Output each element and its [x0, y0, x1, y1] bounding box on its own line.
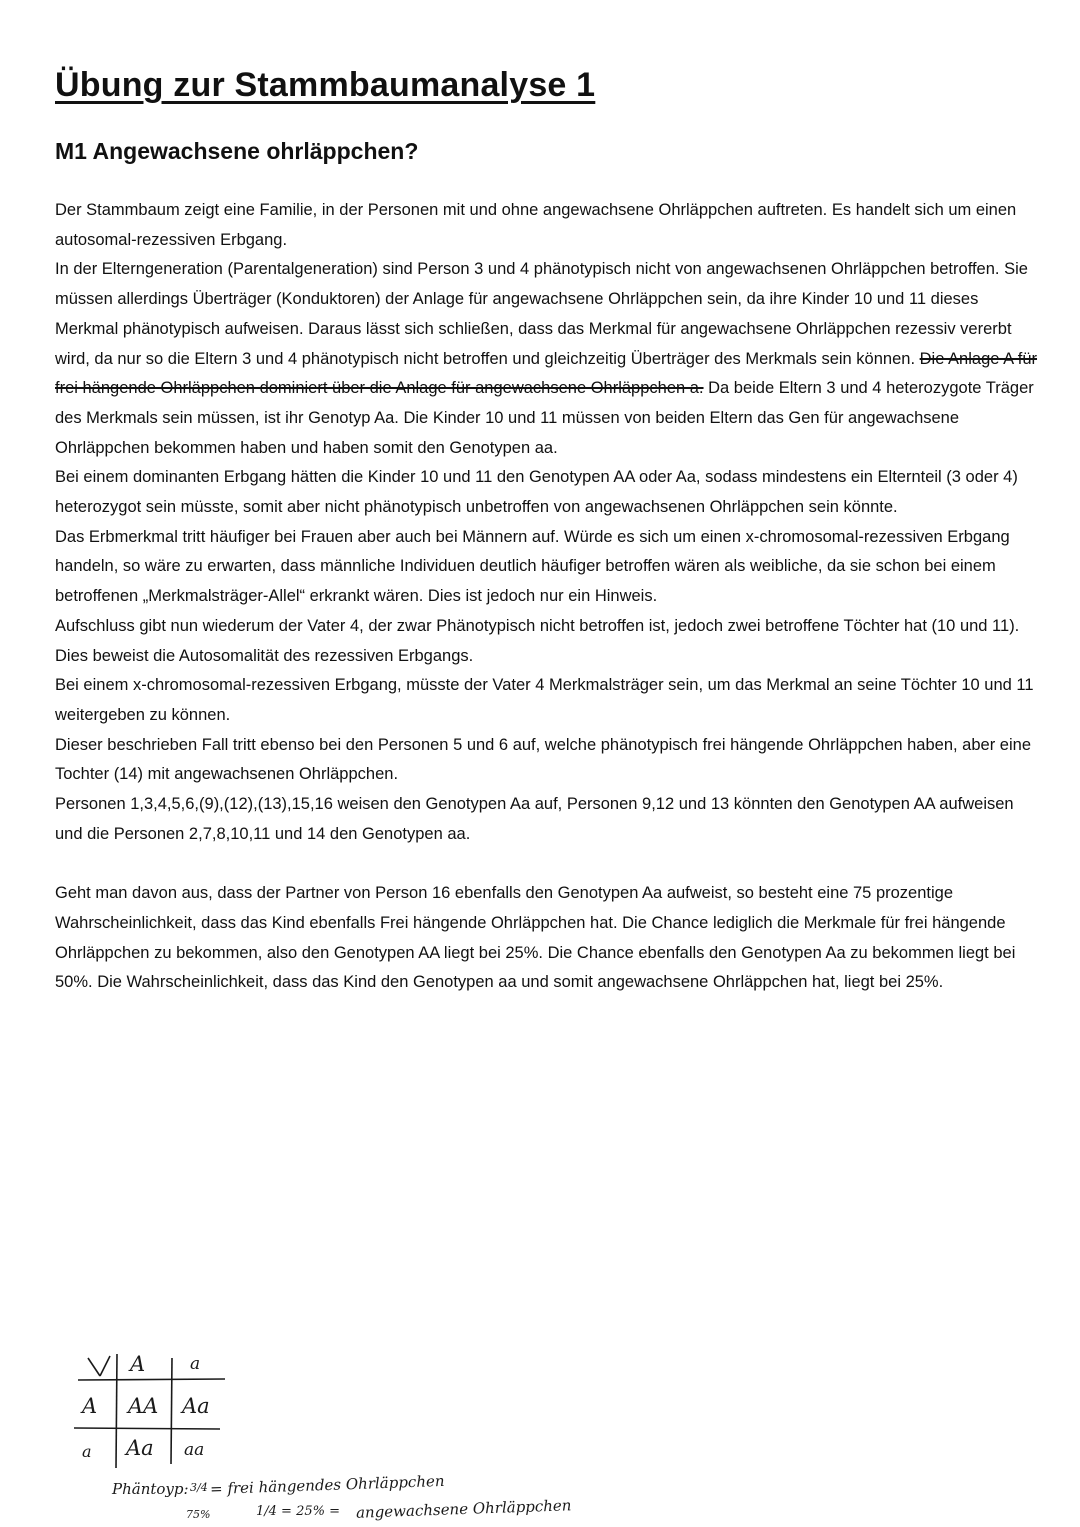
page-title: Übung zur Stammbaumanalyse 1 [55, 66, 596, 104]
phenotype-recessive-text: angewachsene Ohrläppchen [355, 1496, 572, 1522]
phenotype-label: Phäntoyp: [112, 1480, 189, 1498]
section-title: M1 Angewachsene ohrläppchen? [55, 138, 419, 164]
phenotype-fraction-dominant: 3/4 [190, 1481, 208, 1494]
punnett-cell: Aa [182, 1394, 210, 1418]
paragraph-parental-part2: Da beide Eltern 3 und 4 heterozygote Träger des Merkmals sein müssen, ist ihr Genotyp Aa. Die Kinder 10 und 11 müssen von beiden Eltern das Gen für angewachsene Ohrläppchen bekommen haben und haben somit den Genotypen aa. [55, 379, 1034, 457]
punnett-cell: AA [128, 1394, 159, 1418]
paragraph-dominant: Bei einem dominanten Erbgang hätten die Kinder 10 und 11 den Genotypen AA oder Aa, sodass mindestens ein Elternteil (3 oder 4) heterozygot sein müsste, somit aber nicht phänotypisch unbetroffen von angewachsenen Ohrläppchen sein könnte. [55, 468, 1018, 517]
paragraph-sex-ratio: Das Erbmerkmal tritt häufiger bei Frauen aber auch bei Männern auf. Würde es sich um einen x-chromosomal-rezessiven Erbgang handeln, so wäre zu erwarten, dass männliche Individuen deutlich häufiger betroffen wären als weibliche, da sie schon bei einem betroffenen „Merkmalsträger-Allel“ erkrankt wären. Dies ist jedoch nur ein Hinweis. [55, 527, 1010, 606]
punnett-cell: aa [184, 1440, 205, 1460]
paragraph-x-linked: Bei einem x-chromosomal-rezessiven Erbgang, müsste der Vater 4 Merkmalsträger sein, um das Merkmal an seine Töchter 10 und 11 weitergeben zu können. [55, 676, 1034, 724]
paragraph-probability: Geht man davon aus, dass der Partner von Person 16 ebenfalls den Genotypen Aa aufweist, so besteht eine 75 prozentige Wahrscheinlichkeit, dass das Kind ebenfalls Frei hängende Ohrläppchen hat. Die Chance lediglich die Merkmale für frei hängende Ohrläppchen zu bekommen, also den Genotypen AA liegt bei 25%. Die Chance ebenfalls den Genotypen Aa zu bekommen liegt bei 50%. Die Wahrscheinlichkeit, dass das Kind den Genotypen aa und somit angewachsene Ohrläppchen hat, liegt bei 25%. [55, 884, 1016, 992]
phenotype-fraction-recessive: 1/4 = 25% = [256, 1504, 340, 1519]
paragraph-intro: Der Stammbaum zeigt eine Familie, in der Personen mit und ohne angewachsene Ohrläppchen auftreten. Es handelt sich um einen autosomal-rezessiven Erbgang. [55, 201, 1017, 249]
phenotype-dominant-text: = frei hängendes Ohrläppchen [209, 1471, 445, 1499]
punnett-row-header: a [82, 1442, 92, 1461]
body-text [55, 196, 1040, 998]
punnett-col-header: A [130, 1352, 146, 1376]
punnett-cell: Aa [126, 1436, 154, 1460]
paragraph-parental [55, 255, 1040, 463]
paragraph-persons-5-6: Dieser beschrieben Fall tritt ebenso bei den Personen 5 und 6 auf, welche phänotypisch frei hängende Ohrläppchen haben, aber eine Tochter (14) mit angewachsenen Ohrläppchen. [55, 735, 1031, 784]
paragraph-spacer [55, 849, 1040, 879]
paragraph-father: Aufschluss gibt nun wiederum der Vater 4, der zwar Phänotypisch nicht betroffen ist, jedoch zwei betroffene Töchter hat (10 und 11). Dies beweist die Autosomalität des rezessiven Erbgangs. [55, 616, 1020, 665]
paragraph-parental-part1: In der Elterngeneration (Parentalgeneration) sind Person 3 und 4 phänotypisch nicht von angewachsenen Ohrläppchen betroffen. Sie müssen allerdings Überträger (Konduktoren) der Anlage für angewachsene Ohrläppchen sein, da ihre Kinder 10 und 11 dieses Merkmal phänotypisch aufweisen. Daraus lässt sich schließen, dass das Merkmal für angewachsene Ohrläppchen rezessiv vererbt wird, da nur so die Eltern 3 und 4 phänotypisch nicht betroffen und gleichzeitig Überträger des Merkmals sein können. [55, 260, 1028, 368]
paragraph-genotypes: Personen 1,3,4,5,6,(9),(12),(13),15,16 weisen den Genotypen Aa auf, Personen 9,12 und 13 könnten den Genotypen AA aufweisen und die Personen 2,7,8,10,11 und 14 den Genotypen aa. [55, 795, 1014, 843]
struck-through-sentence: Die Anlage A für frei hängende Ohrläppchen dominiert über die Anlage für angewachsene Ohrläppchen a. [55, 349, 1038, 398]
punnett-square [70, 1352, 240, 1470]
phenotype-dominant-percent: 75% [186, 1508, 211, 1521]
punnett-row-header: A [82, 1394, 98, 1418]
punnett-col-header: a [190, 1354, 201, 1374]
